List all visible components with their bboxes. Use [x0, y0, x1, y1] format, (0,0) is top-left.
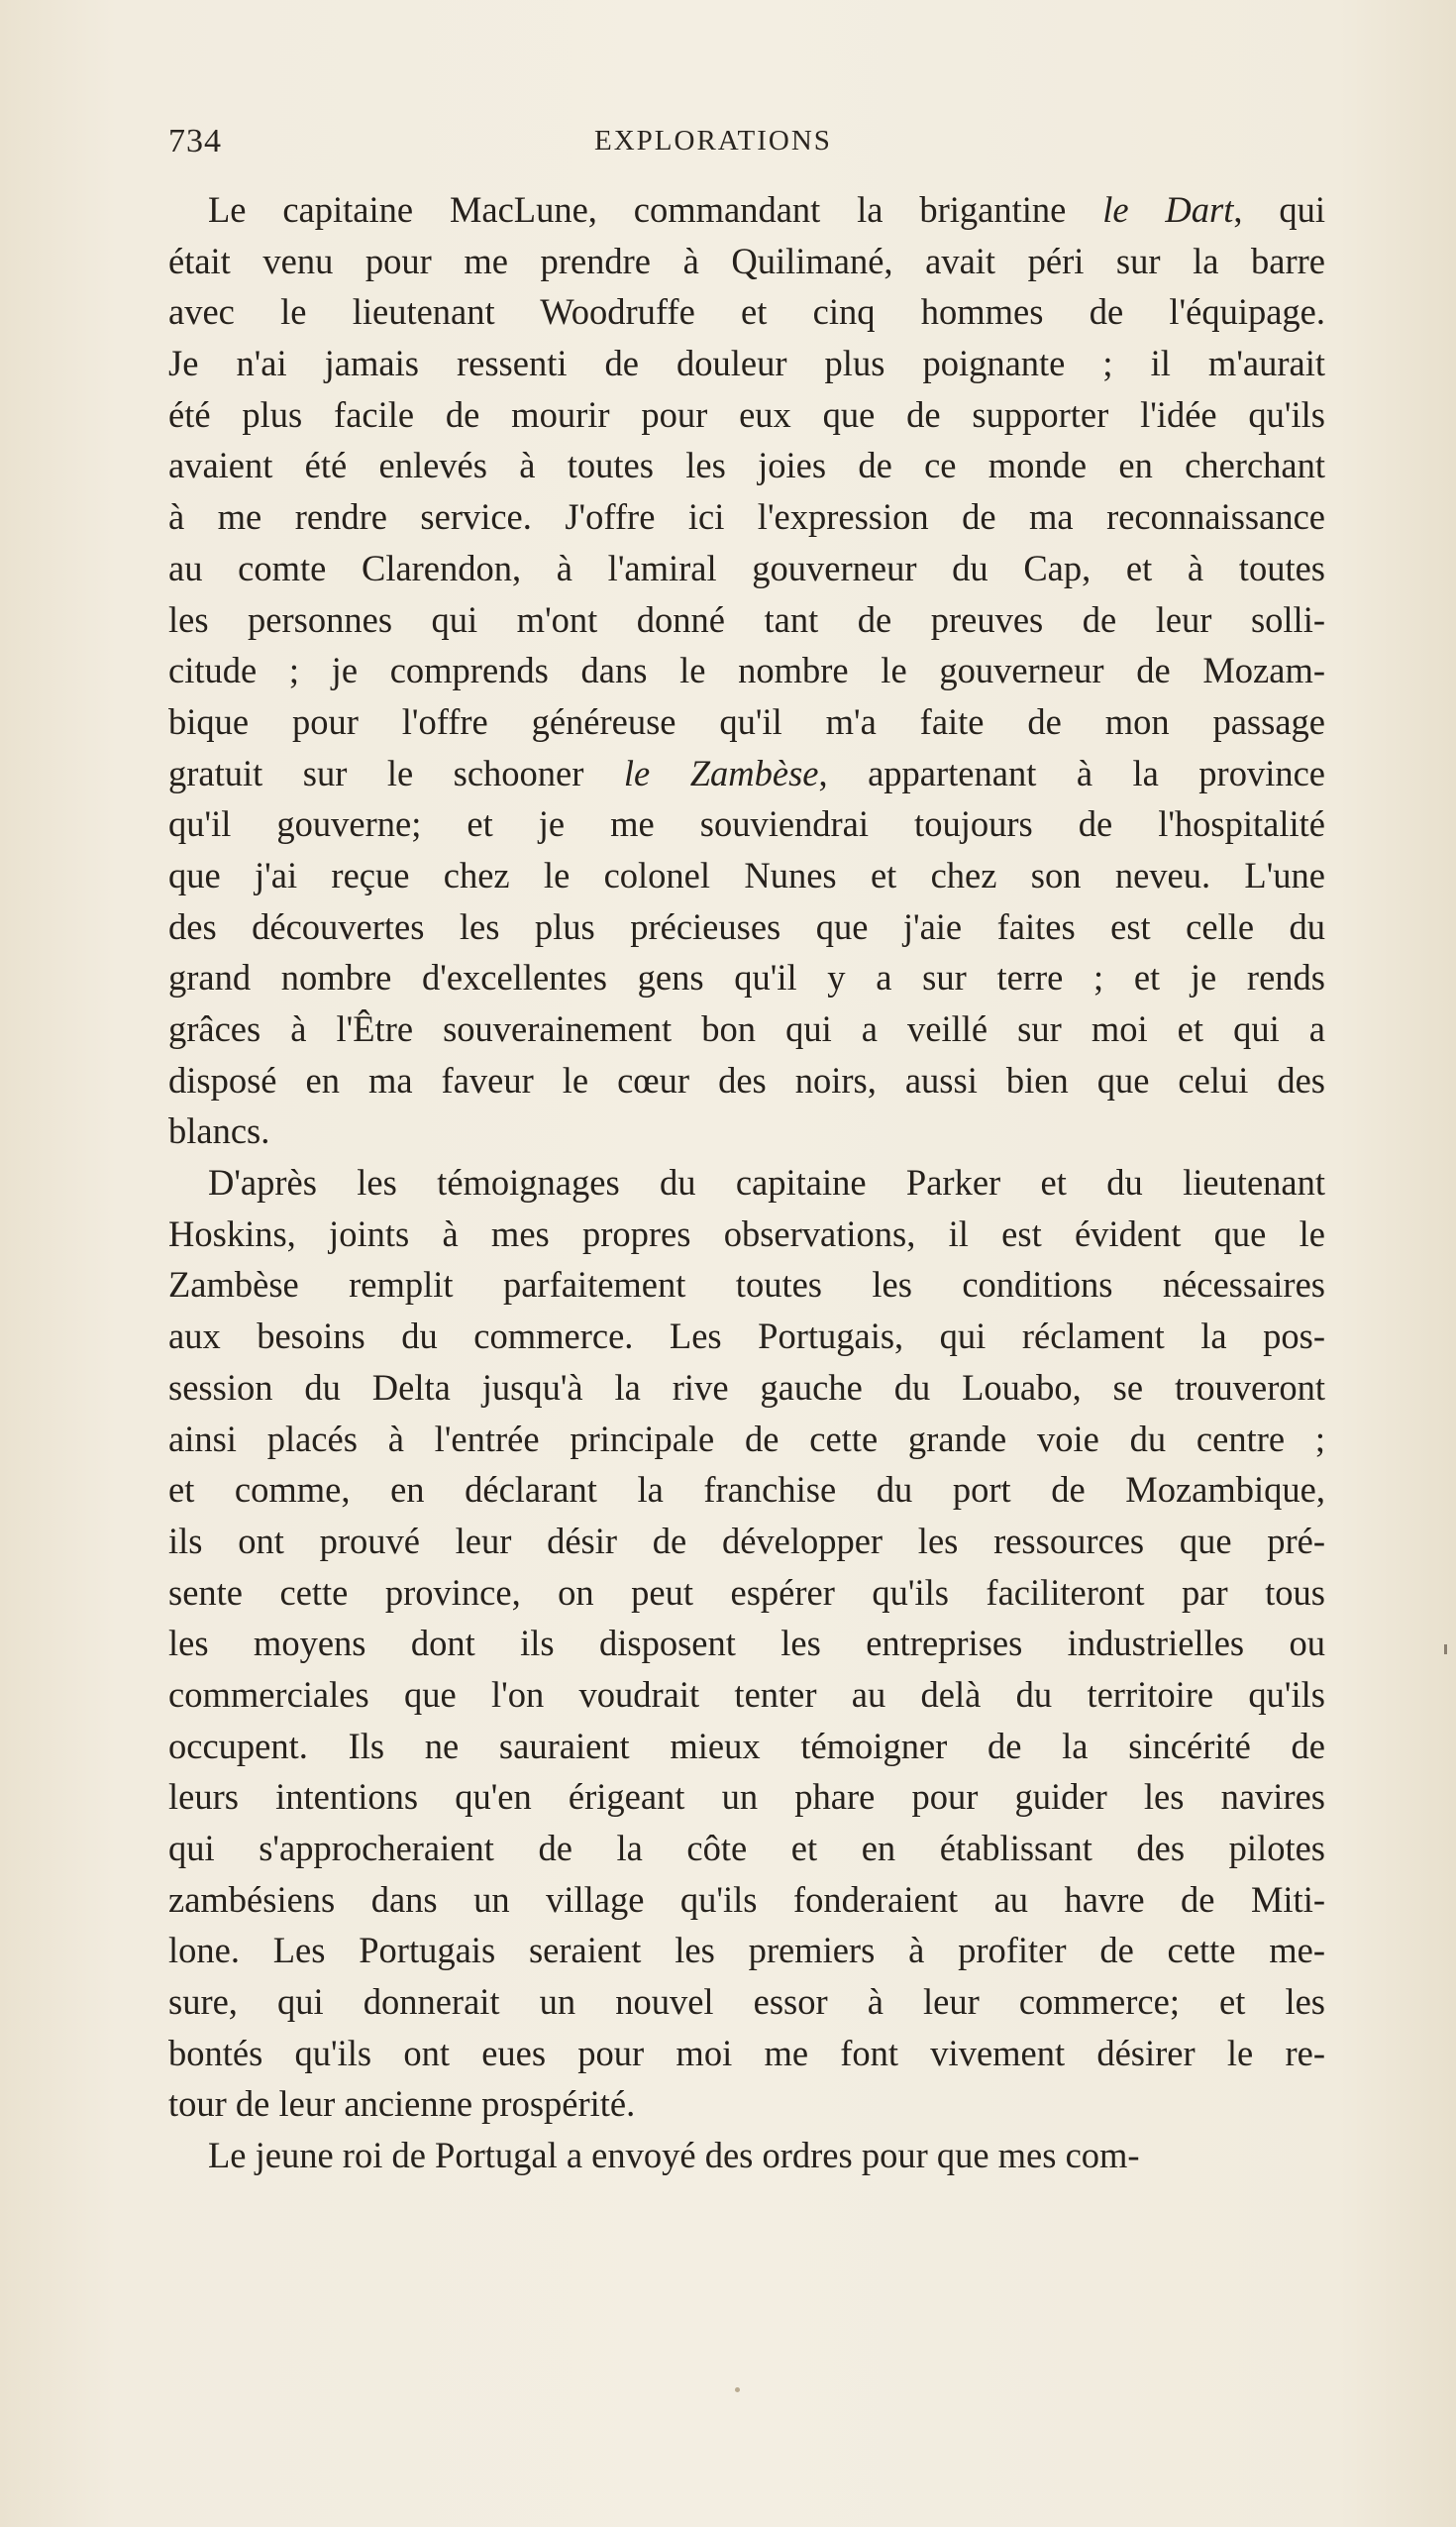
- text-line: avaient été enlevés à toutes les joies de ce monde en cherchant: [168, 445, 1325, 486]
- text-line: session du Delta jusqu'à la rive gauche du Louabo, se trouveront: [168, 1366, 1325, 1408]
- text-line: grâces à l'Être souverainement bon qui a veillé sur moi et qui a: [168, 1008, 1325, 1049]
- running-head: EXPLORATIONS: [594, 125, 832, 157]
- text-line: gratuit sur le schooner le Zambèse, appartenant à la province: [168, 752, 1326, 793]
- paper-speck: [1444, 1644, 1447, 1654]
- text-line: des découvertes les plus précieuses que j'aie faites est celle du: [168, 905, 1325, 947]
- text-line: bontés qu'ils ont eues pour moi me font vivement désirer le re-: [168, 2032, 1325, 2073]
- text-line: sente cette province, on peut espérer qu'ils faciliteront par tous: [168, 1571, 1325, 1613]
- text-line: occupent. Ils ne sauraient mieux témoigner de la sincérité de: [168, 1725, 1325, 1766]
- text-line: à me rendre service. J'offre ici l'expression de ma reconnaissance: [168, 496, 1325, 538]
- text-line: qui s'approcheraient de la côte et en établissant des pilotes: [168, 1828, 1325, 1868]
- body-text: [168, 184, 1325, 2181]
- text-line: grand nombre d'excellentes gens qu'il y a sur terre ; et je rends: [168, 957, 1325, 999]
- text-line: que j'ai reçue chez le colonel Nunes et chez son neveu. L'une: [168, 854, 1325, 895]
- page-header: [168, 123, 1325, 166]
- italic-title: le Dart: [1102, 189, 1234, 230]
- text-line: Je n'ai jamais ressenti de douleur plus poignante ; il m'aurait: [168, 343, 1325, 384]
- text-line: les moyens dont ils disposent les entreprises industrielles ou: [168, 1623, 1325, 1664]
- text-line: Zambèse remplit parfaitement toutes les conditions nécessaires: [168, 1264, 1325, 1306]
- text-line: D'après les témoignages du capitaine Parker et du lieutenant: [208, 1162, 1325, 1204]
- text-line: Hoskins, joints à mes propres observations, il est évident que le: [168, 1212, 1325, 1254]
- text-line: disposé en ma faveur le cœur des noirs, aussi bien que celui des: [168, 1059, 1325, 1101]
- text-line: été plus facile de mourir pour eux que de supporter l'idée qu'ils: [168, 393, 1325, 435]
- text-line: bique pour l'offre généreuse qu'il m'a faite de mon passage: [168, 700, 1325, 742]
- paper-speck: [735, 2387, 740, 2392]
- text-line: ainsi placés à l'entrée principale de cette grande voie du centre ;: [168, 1418, 1325, 1459]
- text-line: avec le lieutenant Woodruffe et cinq hommes de l'équipage.: [168, 291, 1325, 333]
- text-line: aux besoins du commerce. Les Portugais, qui réclament la pos-: [168, 1316, 1325, 1357]
- page-number: 734: [168, 123, 222, 159]
- text-line: citude ; je comprends dans le nombre le gouverneur de Mozam-: [168, 650, 1325, 691]
- text-line: tour de leur ancienne prospérité.: [168, 2083, 636, 2125]
- text-line: leurs intentions qu'en érigeant un phare pour guider les navires: [168, 1776, 1325, 1818]
- text-line: lone. Les Portugais seraient les premiers à profiter de cette me-: [168, 1930, 1325, 1971]
- text-line: commerciales que l'on voudrait tenter au delà du territoire qu'ils: [168, 1673, 1325, 1715]
- text-line: Le jeune roi de Portugal a envoyé des ordres pour que mes com-: [208, 2135, 1140, 2176]
- text-line: blancs.: [168, 1110, 270, 1152]
- text-line: et comme, en déclarant la franchise du port de Mozambique,: [168, 1469, 1325, 1511]
- text-line: était venu pour me prendre à Quilimané, avait péri sur la barre: [168, 240, 1325, 281]
- text-line: les personnes qui m'ont donné tant de preuves de leur solli-: [168, 598, 1325, 640]
- text-line: qu'il gouverne; et je me souviendrai toujours de l'hospitalité: [168, 803, 1325, 845]
- italic-title: le Zambèse: [623, 752, 819, 793]
- text-line: au comte Clarendon, à l'amiral gouverneur du Cap, et à toutes: [168, 547, 1325, 588]
- text-line: sure, qui donnerait un nouvel essor à leur commerce; et les: [168, 1981, 1325, 2023]
- text-line: Le capitaine MacLune, commandant la brigantine le Dart, qui: [208, 189, 1325, 230]
- text-line: zambésiens dans un village qu'ils fonderaient au havre de Miti-: [168, 1878, 1325, 1920]
- text-line: ils ont prouvé leur désir de développer les ressources que pré-: [168, 1520, 1325, 1561]
